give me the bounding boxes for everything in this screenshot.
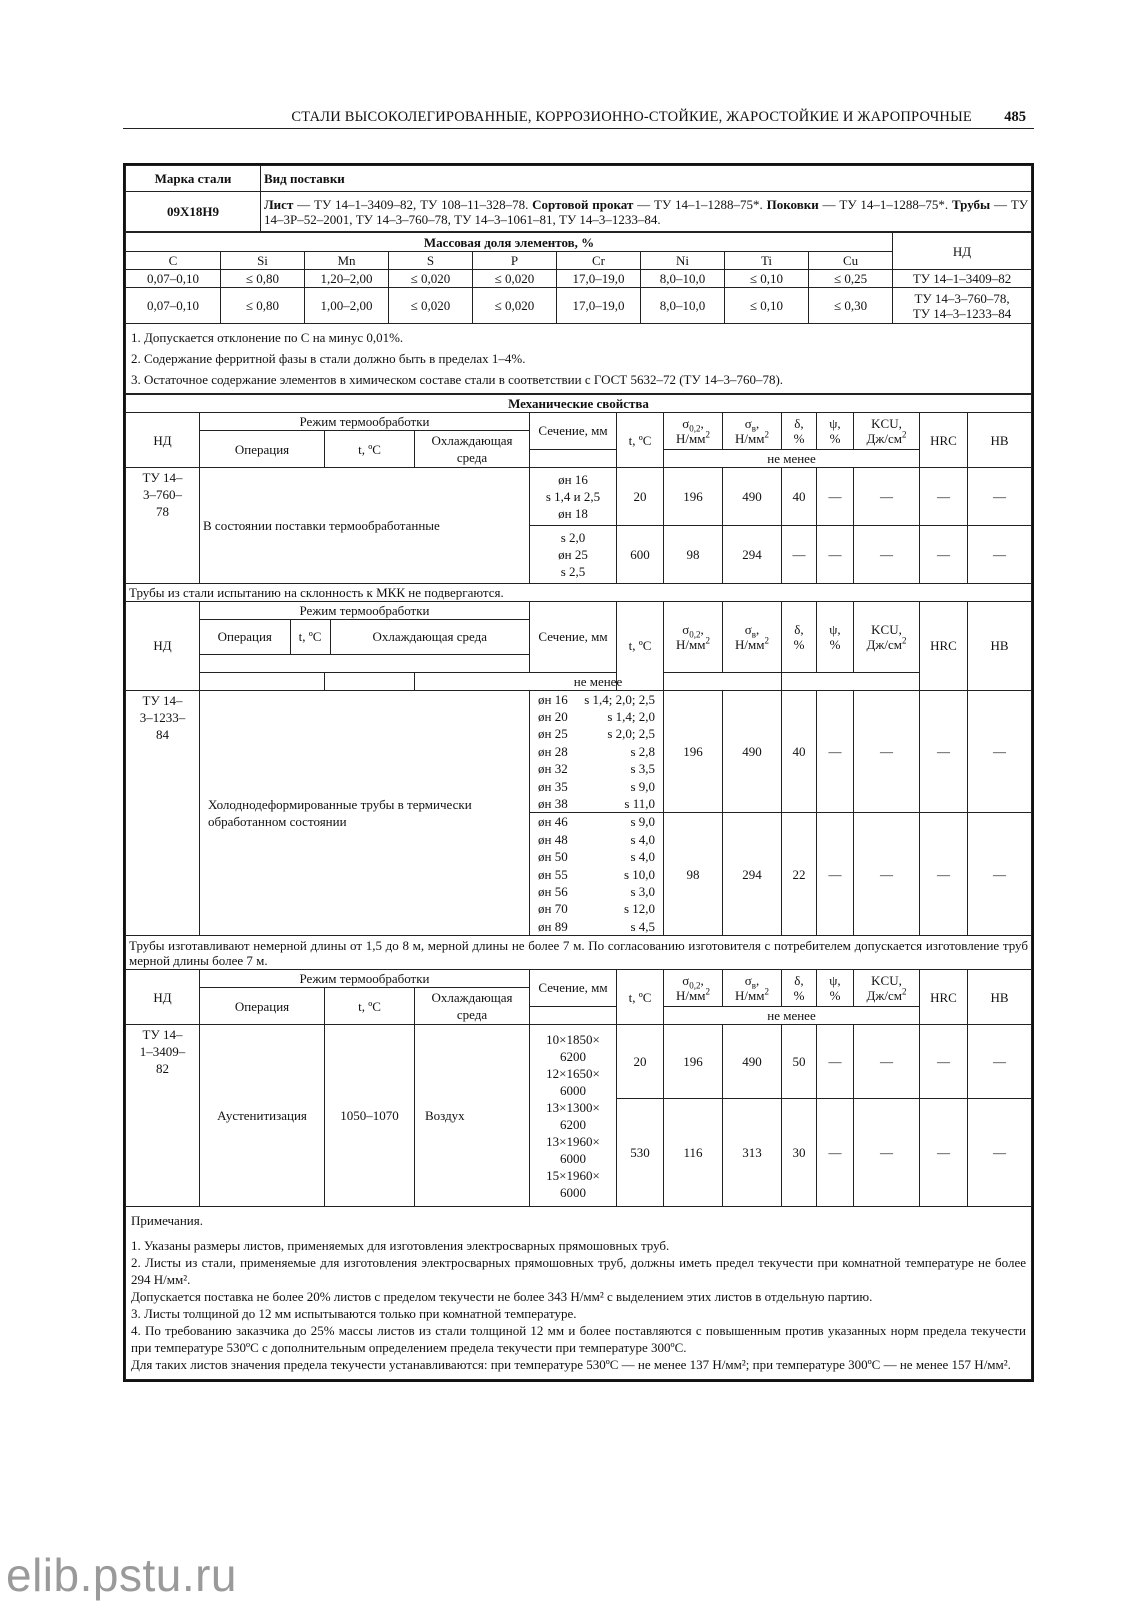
table-row: ТУ 14– 3–1233– 84 Холоднодеформированные трубы в термически обработанном состоянии øн 16 s 1,4; 2,0; 2,5 øн 20 s 1,4; 2,0 øн 25 s 2,0; 2,5 øн 28 s 2,8 øн 32 s 3,5 øн 35 s 9,0 øн 38 s 11,0 196 490 40 — — — — [126,690,1032,813]
table-row: ТУ 14– 3–760– 78 В состоянии поставки термообработанные øн 16 s 1,4 и 2,5 øн 18 20 196 490 40 — — — — [126,468,1032,526]
table-row: 0,07–0,10 ≤ 0,80 1,00–2,00 ≤ 0,020 ≤ 0,020 17,0–19,0 8,0–10,0 ≤ 0,10 ≤ 0,30 ТУ 14–3–760–78, ТУ 14–3–1233–84 [126,288,1032,324]
steel-datasheet [123,163,1034,1382]
header-title: СТАЛИ ВЫСОКОЛЕГИРОВАННЫЕ, КОРРОЗИОННО-СТОЙКИЕ, ЖАРОСТОЙКИЕ И ЖАРОПРОЧНЫЕ [291,109,972,125]
table-row: øн 46 s 9,0 øн 48 s 4,0 øн 50 s 4,0 øн 55 s 10,0 øн 56 s 3,0 øн 70 s 12,0 øн 89 s 4,5 98 294 22 — — — — [126,813,1032,936]
grade-value: 09Х18Н9 [126,192,261,232]
supply-label: Вид поставки [261,166,1032,192]
element-header-row: C Si Mn S P Cr Ni Ti Cu [126,252,1032,270]
supply-text: Лист — ТУ 14–1–3409–82, ТУ 108–11–328–78. Сортовой прокат — ТУ 14–1–1288–75*. Поковки — ТУ 14–1–1288–75*. Трубы — ТУ 14–3Р–52–2001, ТУ 14–3–760–78, ТУ 14–3–1061–81, ТУ 14–3–1233–84. [261,192,1032,232]
chemical-composition-table [125,232,1032,394]
chem-nd-header: НД [893,233,1032,270]
running-header [123,106,1034,129]
grade-table [125,165,1032,232]
chem-notes: 1. Допускается отклонение по С на минус 0,01%. 2. Содержание ферритной фазы в стали должно быть в пределах 1–4%. 3. Остаточное содержание элементов в химическом составе стали в соответствии с ГОСТ 5632–72 (ТУ 14–3–760–78). [126,324,1032,394]
table-row: ТУ 14– 1–3409– 82 Аустенитизация 1050–1070 Воздух 10×1850× 6200 12×1650× 6000 13×1300× 6200 13×1960× 6000 15×1960× 6000 20 196 490 50 — — — — [126,1025,1032,1099]
table-row: 530 116 313 30 — — — — [126,1099,1032,1207]
table-row: 0,07–0,10 ≤ 0,80 1,20–2,00 ≤ 0,020 ≤ 0,020 17,0–19,0 8,0–10,0 ≤ 0,10 ≤ 0,25 ТУ 14–1–3409–82 [126,270,1032,288]
table-row: s 2,0 øн 25 s 2,5 600 98 294 — — — — — [126,526,1032,584]
grade-label: Марка стали [126,166,261,192]
mechanical-properties-table: Механические свойства НД Режим термообработки Сечение, мм t, ºС $\sigma_{0,2}$, $Н/мм^2$ $\sigma_в$, $Н/мм^2$ δ, % ψ, % KCU, $Дж/см^2$ HRC HB Операция t, ºС Охлаждающая среда не менее ТУ 14– 3–760– 78 В состоянии поставки термообработанные øн 16 s 1,4 и 2,5 øн 18 20 196 490 40 — — — — s 2,0 øн 25 s 2,5 600 98 294 — — — — — Трубы из стали испытанию на склонность к МКК не подвергаются. НД Режим термообработки Операция t, ºС Охлаждающая среда Сечение, мм t, ºС $\sigma_{0,2}$, $Н/мм^2$ $\sigma_в$, $Н/мм^2$ δ, % ψ, % KCU, $Дж/см^2$ HRC HB не менее ТУ 14– 3–1233– 84 Холоднодеформированные трубы в термически обработанном состоянии øн 16 s 1,4; 2,0; 2,5 øн 20 s 1,4; 2,0 øн 25 s 2,0; 2,5 øн 28 s 2,8 øн 32 s 3,5 øн 35 s 9,0 øн 38 s 11,0 196 490 40 — — — — øн 46 s 9,0 øн 48 s 4,0 øн 50 s 4,0 øн 55 s 10,0 øн 56 s 3,0 øн 70 s 12,0 øн 89 s 4,5 98 294 22 — — — — Трубы изготавливают немерной длины от 1,5 до 8 м, мерной длины не более 7 м. По согласованию изготовителя с потребителем допускается изготовление труб мерной длины более 7 м. НД Режим термообработки Сечение, мм t, ºС $\sigma_{0,2}$, $Н/мм^2$ $\sigma_в$, $Н/мм^2$ δ, % ψ, % KCU, $Дж/см^2$ HRC HB Операция t, ºС Охлаждающая среда не менее ТУ 14– 1–3409– 82 Аустенитизация 1050–1070 Воздух 10×1850× 6200 12×1650× 6000 13×1300× 6200 13×1960× 6000 15×1960× 6000 20 196 490 50 — — — — 530 116 313 30 — — — — Примечания. 1. Указаны размеры листов, применяемых для изготовления электросварных прямошовных труб. 2. Листы из стали, применяемые для изготовления электросварных прямошовных труб, должны иметь предел текучести при комнатной температуре не более 294 Н/мм². Допускается поставка не более 20% листов с пределом текучести не более 343 Н/мм² с выделением этих листов в отдельную партию. 3. Листы толщиной до 12 мм испытываются только при комнатной температуре. 4. По требованию заказчика до 25% массы листов из стали толщиной 12 мм и более поставляются с повышенным против указанных норм предела текучести при температуре 530ºС с дополнительным определением предела текучести при температуре 300ºС. Для таких листов значения предела текучести устанавливаются: при температуре 530ºС — не менее 137 Н/мм²; при температуре 300ºС — не менее 157 Н/мм². [125,394,1032,1380]
watermark: elib.pstu.ru [6,1549,238,1601]
page-number: 485 [1004,109,1026,125]
final-notes: Примечания. 1. Указаны размеры листов, применяемых для изготовления электросварных прямошовных труб. 2. Листы из стали, применяемые для изготовления электросварных прямошовных труб, должны иметь предел текучести при комнатной температуре не более 294 Н/мм². Допускается поставка не более 20% листов с пределом текучести не более 343 Н/мм² с выделением этих листов в отдельную партию. 3. Листы толщиной до 12 мм испытываются только при комнатной температуре. 4. По требованию заказчика до 25% массы листов из стали толщиной 12 мм и более поставляются с повышенным против указанных норм предела текучести при температуре 530ºС с дополнительным определением предела текучести при температуре 300ºС. Для таких листов значения предела текучести устанавливаются: при температуре 530ºС — не менее 137 Н/мм²; при температуре 300ºС — не менее 157 Н/мм². [126,1207,1032,1380]
mech-title: Механические свойства [126,395,1032,413]
chem-title: Массовая доля элементов, % [126,233,893,252]
